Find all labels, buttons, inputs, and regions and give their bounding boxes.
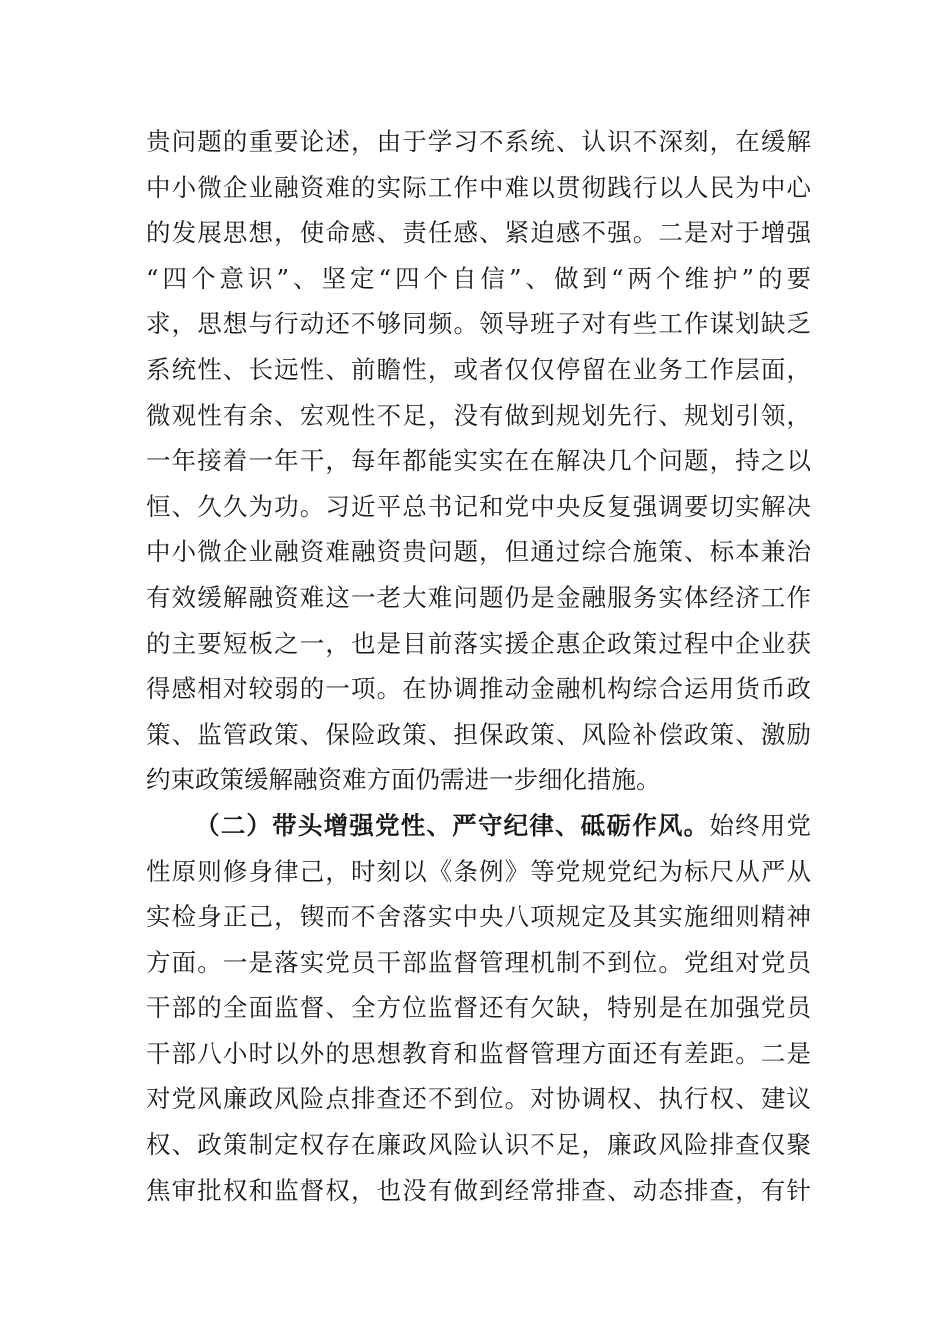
text-line: 微观性有余、宏观性不足，没有做到规划先行、规划引领， xyxy=(146,400,811,430)
text-line: 方面。一是落实党员干部监督管理机制不到位。党组对党员 xyxy=(146,947,811,977)
text-line: 策、监管政策、保险政策、担保政策、风险补偿政策、激励 xyxy=(146,719,811,749)
text-line: 焦审批权和监督权，也没有做到经常排查、动态排查，有针 xyxy=(146,1175,811,1205)
text-line: 的发展思想，使命感、责任感、紧迫感不强。二是对于增强 xyxy=(146,218,811,248)
text-line: 恒、久久为功。习近平总书记和党中央反复强调要切实解决 xyxy=(146,491,811,521)
text-line: 中小微企业融资难融资贵问题，但通过综合施策、标本兼治 xyxy=(146,537,811,567)
text-line: 对党风廉政风险点排查还不到位。对协调权、执行权、建议 xyxy=(146,1084,811,1114)
text-line: 干部的全面监督、全方位监督还有欠缺，特别是在加强党员 xyxy=(146,993,811,1023)
text-line: 一年接着一年干，每年都能实实在在解决几个问题，持之以 xyxy=(146,446,811,476)
text-line: 系统性、长远性、前瞻性，或者仅仅停留在业务工作层面， xyxy=(146,354,811,384)
text-line: 得感相对较弱的一项。在协调推动金融机构综合运用货币政 xyxy=(146,674,811,704)
section-heading-line xyxy=(146,803,811,849)
text-line: 有效缓解融资难这一老大难问题仍是金融服务实体经济工作 xyxy=(146,582,811,612)
text-line: 权、政策制定权存在廉政风险认识不足，廉政风险排查仅聚 xyxy=(146,1130,811,1160)
document-body xyxy=(146,119,811,1213)
text-line: 求，思想与行动还不够同频。领导班子对有些工作谋划缺乏 xyxy=(146,309,811,339)
text-line: 约束政策缓解融资难方面仍需进一步细化措施。 xyxy=(146,765,661,795)
text-line: 中小微企业融资难的实际工作中难以贯彻践行以人民为中心 xyxy=(146,172,811,202)
section-heading: （二）带头增强党性、严守纪律、砥砺作风。 xyxy=(195,810,710,840)
text-line: 干部八小时以外的思想教育和监督管理方面还有差距。二是 xyxy=(146,1038,811,1068)
text-line: “四个意识”、坚定“四个自信”、做到“两个维护”的要 xyxy=(146,263,811,293)
text-line: 贵问题的重要论述，由于学习不系统、认识不深刻，在缓解 xyxy=(146,127,811,156)
text-line: 性原则修身律己，时刻以《条例》等党规党纪为标尺从严从 xyxy=(146,856,811,886)
text-line: 的主要短板之一，也是目前落实援企惠企政策过程中企业获 xyxy=(146,628,811,658)
text-line: 实检身正己，锲而不舍落实中央八项规定及其实施细则精神 xyxy=(146,902,811,932)
section-heading-rest: 始终用党 xyxy=(709,810,812,840)
